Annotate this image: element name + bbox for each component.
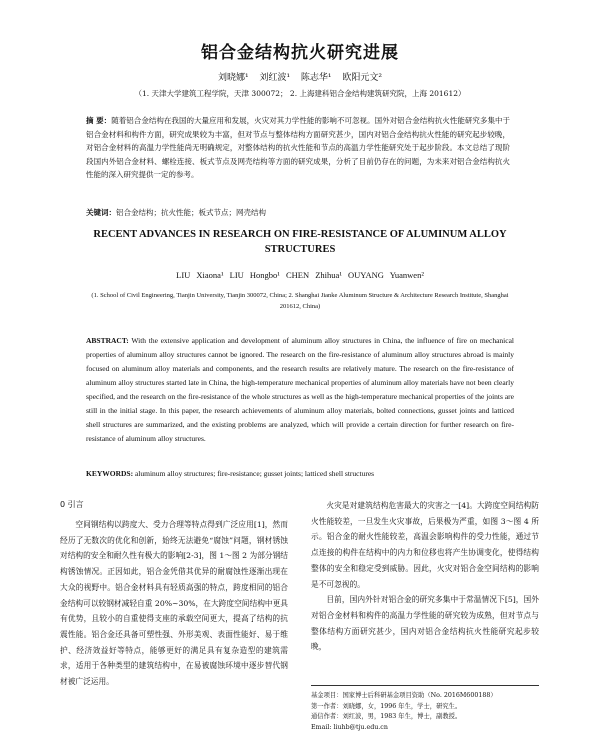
english-keywords-label: KEYWORDS: [86,469,134,478]
english-title: RECENT ADVANCES IN RESEARCH ON FIRE-RESISTANCE OF ALUMINUM ALLOY STRUCTURES [93,229,507,255]
chinese-authors: 刘晓娜¹ 刘红波¹ 陈志华¹ 欧阳元文² [217,73,382,83]
chinese-abstract-text: 随着铝合金结构在我国的大量应用和发展，火灾对其力学性能的影响不可忽视。国外对铝合金结构抗火性能研究多集中于铝合金材料和构件方面，研究成果较为丰富，但对节点与整体结构方面研究甚少，国内对铝合金结构抗火性能的研究起步较晚，对铝合金材料的高温力学性能尚无明确规定，对整体结构的抗火性能和节点的高温力学性能研究处于起步阶段。本文总结了现阶段国内外铝合金材料、螺栓连接、板式节点及网壳结构等方面的研究成果，分析了目前仍存在的问题，为未来对铝合金结构抗火性能的深入研究提供一定的参考。 [86,116,510,179]
english-abstract-text: With the extensive application and development of aluminum alloy structures in China, the influence of fire on mechanical properties of aluminum alloy structures cannot be ignored. The research on the fire-resistance of aluminum alloy structures abroad is mainly focused on aluminum alloy materials and components, and the research results are relatively mature. The research on the fire-resistance of aluminum alloy structures started late in China, the high-temperature mechanical properties of aluminum alloy materials have not been clearly specified, and the research on the fire-resistance of the whole structures as well as the high-temperature mechanical properties of the joints are still in the initial stage. In this paper, the research achievements of aluminum alloy materials, bolted connections, gusset joints and latticed shell structures are summarized, and the existing problems are analyzed, which will provide a certain direction for further research on fire-resistance of aluminum alloy structures. [86,336,514,443]
right-column [311,498,539,655]
english-authors: LIU Xiaona¹ LIU Hongbo¹ CHEN Zhihua¹ OUYANG Yuanwen² [176,270,424,280]
english-keywords [86,469,514,478]
english-keywords-text: aluminum alloy structures; fire-resistance; gusset joints; latticed shell structures [134,469,375,478]
chinese-abstract [86,114,510,182]
footnote [311,685,539,733]
chinese-abstract-label: 摘 要： [86,116,112,125]
english-abstract [86,334,514,446]
footnote-first-author: 第一作者：刘晓娜，女，1996 年生，学士，研究生。 [311,702,462,710]
chinese-title: 铝合金结构抗火研究进展 [201,43,399,63]
right-column-paragraph-1: 火灾是对建筑结构危害最大的灾害之一[4]。大跨度空间结构防火性能较差，一旦发生火灾事故，后果极为严重，如图 3～图 4 所示。铝合金的耐火性能较差，高温会影响构件的受力性能，通过节点连接的构件在结构中的内力和位移也将产生协调变化，使得结构整体的安全和稳定受到威胁。因此，火灾对铝合金空间结构的影响是不可忽视的。 [311,501,539,589]
chinese-keywords [86,207,510,218]
footnote-funding: 基金项目：国家博士后科研基金项目资助（No. 2016M600188） [311,692,497,699]
english-affiliation: (1. School of Civil Engineering, Tianjin University, Tianjin 300072, China; 2. Shanghai Jianke Aluminum Structure & Architecture Research Institute, Shanghai 201612, China) [91,292,509,310]
english-abstract-label: ABSTRACT: [86,336,129,345]
chinese-keywords-text: 铝合金结构；抗火性能；板式节点；网壳结构 [116,208,266,217]
right-column-paragraph-2: 目前，国内外针对铝合金的研究多集中于常温情况下[5]，国外对铝合金材料和构件的高温力学性能的研究较为成熟，但对节点与整体结构方面研究甚少，国内对铝合金结构抗火性能研究起步较晚， [311,595,539,652]
left-column [60,498,288,690]
chinese-affiliation: （1. 天津大学建筑工程学院，天津 300072； 2. 上海建科铝合金结构建筑研究院，上海 201612） [134,89,466,98]
chinese-keywords-label: 关键词： [86,208,116,217]
left-column-paragraph: 空间钢结构以跨度大、受力合理等特点得到广泛应用[1]，然而经历了无数次的优化和创新，始终无法避免“腐蚀”问题，钢材锈蚀对结构的安全和耐久性有极大的影响[2-3]，图 1～图 2 为部分钢结构锈蚀情况。正因如此，铝合金凭借其优异的耐腐蚀性逐渐出现在大众的视野中。铝合金材料具有轻质高强的特点，跨度相同的铝合金结构可以较钢材减轻自重 20%~30%，在大跨度空间结构中更具有优势，且较小的自重使得支座的承载空间更大，提高了结构的抗震性能。铝合金还具备可塑性强、外形美观、表面性能好、易于维护、经济效益好等特点，能够更好的满足具有复杂造型的建筑需求，适用于各种类型的建筑结构中，在易被腐蚀环境中逐步替代钢材被广泛运用。 [60,520,288,687]
footnote-corresponding-author: 通信作者：刘红波，男，1983 年生，博士，副教授。 [311,713,462,720]
section-heading-introduction: 0 引言 [60,500,84,509]
footnote-email: Email: liuhb@tju.edu.cn [311,723,388,731]
